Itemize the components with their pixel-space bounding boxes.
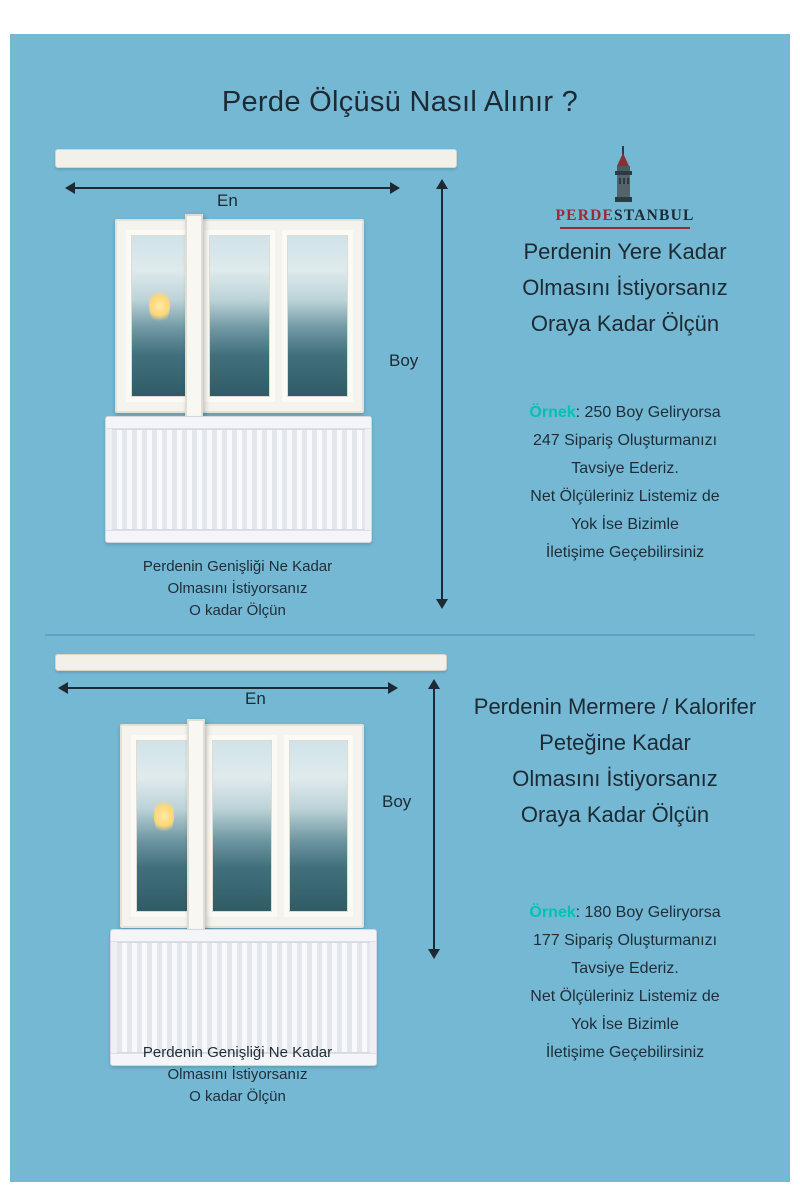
width-caption-1 <box>70 556 405 622</box>
example-1-line-6: İletişime Geçebilirsiniz <box>545 544 705 561</box>
headline-2-line-2: Peteğine Kadar <box>539 730 691 755</box>
window-pane-right-1 <box>282 230 353 402</box>
brand-logo-underline <box>560 227 690 229</box>
example-1-line-2: 247 Sipariş Oluşturmanızı <box>532 432 718 449</box>
example-1-value: 250 Boy Geliryorsa <box>584 404 721 421</box>
window-pane-middle-2 <box>207 735 276 917</box>
example-1-line-4: Net Ölçüleriniz Listemiz de <box>530 488 720 505</box>
example-1-line-5: Yok İse Bizimle <box>571 516 679 533</box>
page-title: Perde Ölçüsü Nasıl Alınır ? <box>221 86 579 118</box>
width-caption-1-line-2: Olmasını İstiyorsanız <box>167 580 308 597</box>
width-arrow-2 <box>58 679 398 697</box>
height-label-2: Boy <box>375 792 418 812</box>
brand-logo-text <box>555 207 694 229</box>
section-divider <box>45 634 755 636</box>
example-1-line-3: Tavsiye Ederiz. <box>571 460 679 477</box>
headline-1-line-1: Perdenin Yere Kadar <box>523 239 727 264</box>
headline-1-line-3: Oraya Kadar Ölçün <box>530 311 720 336</box>
example-2 <box>465 899 785 1067</box>
brand-logo <box>555 146 695 246</box>
window-open-sash-2 <box>187 719 205 937</box>
headline-2-line-4: Oraya Kadar Ölçün <box>520 802 710 827</box>
width-label-2: En <box>238 689 273 709</box>
example-2-value: 180 Boy Geliryorsa <box>584 904 721 921</box>
width-caption-1-line-1: Perdenin Genişliği Ne Kadar <box>142 558 333 575</box>
window-open-sash-1 <box>185 214 203 422</box>
poster-panel <box>10 34 790 1182</box>
brand-logo-suffix: STANBUL <box>614 207 695 224</box>
width-caption-2-line-2: Olmasını İstiyorsanız <box>167 1066 308 1083</box>
width-caption-2-line-3: O kadar Ölçün <box>189 1088 286 1105</box>
galata-tower-icon <box>608 146 642 204</box>
headline-2 <box>440 689 790 833</box>
example-2-line-6: İletişime Geçebilirsiniz <box>545 1044 705 1061</box>
headline-2-line-1: Perdenin Mermere / Kalorifer <box>473 694 757 719</box>
example-2-tag: Örnek <box>529 904 576 921</box>
example-2-line-2: 177 Sipariş Oluşturmanızı <box>532 932 718 949</box>
example-2-line-5: Yok İse Bizimle <box>571 1016 679 1033</box>
width-caption-2 <box>70 1042 405 1108</box>
example-1 <box>465 399 785 567</box>
height-arrow-1 <box>433 179 451 609</box>
headline-1-line-2: Olmasını İstiyorsanız <box>522 275 728 300</box>
curtain-rod-1 <box>55 149 457 168</box>
headline-2-line-3: Olmasını İstiyorsanız <box>512 766 718 791</box>
width-label-1: En <box>210 191 245 211</box>
curtain-rod-2 <box>55 654 447 671</box>
example-1-tag: Örnek <box>529 404 576 421</box>
example-1-separator: : <box>575 404 585 421</box>
example-2-line-4: Net Ölçüleriniz Listemiz de <box>530 988 720 1005</box>
window-illustration-1 <box>115 219 364 413</box>
width-caption-2-line-1: Perdenin Genişliği Ne Kadar <box>142 1044 333 1061</box>
headline-1 <box>465 234 785 342</box>
height-label-1: Boy <box>382 351 425 371</box>
brand-logo-prefix: PERDE <box>555 207 615 224</box>
window-pane-right-2 <box>284 735 353 917</box>
example-1-line-1 <box>465 399 785 427</box>
example-2-separator: : <box>575 904 585 921</box>
example-2-line-1 <box>465 899 785 927</box>
radiator-1 <box>105 416 372 543</box>
window-illustration-2 <box>120 724 364 928</box>
example-2-line-3: Tavsiye Ederiz. <box>571 960 679 977</box>
width-caption-1-line-3: O kadar Ölçün <box>189 602 286 619</box>
window-pane-middle-1 <box>204 230 275 402</box>
